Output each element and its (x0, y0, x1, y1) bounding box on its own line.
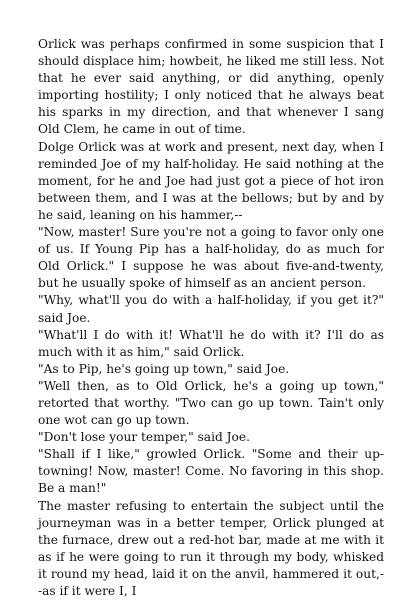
paragraph: "What'll I do with it! What'll he do with it? I'll do as much with it as him," said Orlick. (38, 327, 384, 359)
paragraph: "Why, what'll you do with a half-holiday, if you get it?" said Joe. (38, 293, 384, 325)
paragraph: "As to Pip, he's going up town," said Joe. (38, 361, 290, 376)
paragraph: "Don't lose your temper," said Joe. (38, 430, 250, 445)
paragraph: Dolge Orlick was at work and present, next day, when I reminded Joe of my half-holiday. He said nothing at the moment, for he and Joe had just got a piece of hot iron between them, and I was at the bellows; but by and by he said, leaning on his hammer,-- (38, 139, 384, 222)
paragraph: "Shall if I like," growled Orlick. "Some and their up-towning! Now, master! Come. No favoring in this shop. Be a man!" (38, 447, 384, 496)
paragraph: "Now, master! Sure you're not a going to favor only one of us. If Young Pip has a half-holiday, do as much for Old Orlick." I suppose he was about five-and-twenty, but he usually spoke of himself as an ancient person. (38, 225, 384, 291)
paragraph: Orlick was perhaps confirmed in some suspicion that I should displace him; howbeit, he liked me still less. Not that he ever said anything, or did anything, openly importing hostility; I only noticed that he always beat his sparks in my direction, and that whenever I sang Old Clem, he came in out of time. (38, 37, 384, 137)
document-page (38, 36, 384, 600)
paragraph: "Well then, as to Old Orlick, he's a going up town," retorted that worthy. "Two can go up town. Tain't only one wot can go up town. (38, 378, 384, 428)
paragraph: The master refusing to entertain the subject until the journeyman was in a better temper, Orlick plunged at the furnace, drew out a red-hot bar, made at me with it as if he were going to run it through my body, whisked it round my head, laid it on the anvil, hammered it out,--as if it were I, I (38, 498, 384, 598)
